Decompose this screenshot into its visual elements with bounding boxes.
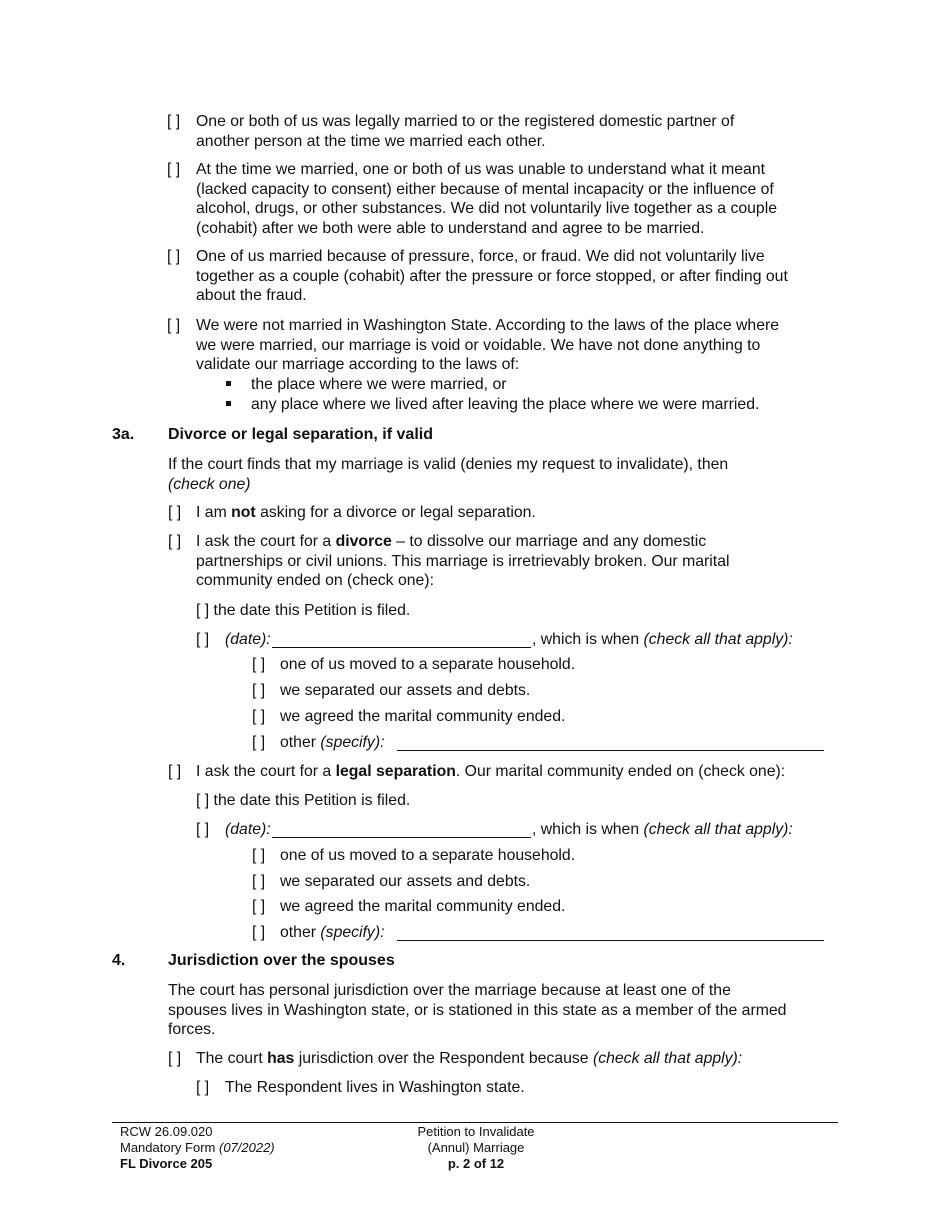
reason-separated-assets: we separated our assets and debts.: [280, 682, 531, 699]
bullet-icon: [226, 381, 231, 386]
checkbox-legal-separation[interactable]: [ ]: [168, 763, 182, 780]
checkbox-other[interactable]: [ ]: [252, 924, 266, 941]
reason-legally-married: One or both of us was legally married to or the registered domestic partner of another person at the time we married each other.: [196, 113, 735, 150]
footer-center: [376, 1124, 576, 1172]
reason-agreed-ended: we agreed the marital community ended.: [280, 898, 566, 915]
checkbox-legally-married[interactable]: [ ]: [167, 113, 181, 130]
checkbox-agreed-ended[interactable]: [ ]: [252, 708, 266, 725]
checkbox-respondent-lives[interactable]: [ ]: [196, 1079, 210, 1096]
date-input-line[interactable]: [272, 647, 531, 648]
checkbox-not-asking[interactable]: [ ]: [168, 504, 182, 521]
checkbox-has-jurisdiction[interactable]: [ ]: [168, 1050, 182, 1067]
reason-moved: one of us moved to a separate household.: [280, 656, 576, 673]
checkbox-separated-assets[interactable]: [ ]: [252, 873, 266, 890]
section-title: Jurisdiction over the spouses: [168, 952, 395, 969]
checkbox-date[interactable]: [ ]: [196, 821, 210, 838]
reason-other: other (specify):: [280, 924, 385, 941]
footer-title: Petition to Invalidate: [417, 1124, 535, 1139]
reason-lacked-capacity: At the time we married, one or both of us was unable to understand what it meant (lacked capacity to consent) either because of mental incapacity or the influence of alcohol, drugs, or other substances. We did not voluntarily live together as a couple (cohabit) after we both were able to understand and agree to be married.: [196, 161, 778, 238]
checkbox-date[interactable]: [ ]: [196, 631, 210, 648]
bullet-icon: [226, 401, 231, 406]
checkbox-pressure-fraud[interactable]: [ ]: [167, 248, 181, 265]
reason-other: other (specify):: [280, 734, 385, 751]
option-has-jurisdiction: The court has jurisdiction over the Respondent because (check all that apply):: [196, 1050, 743, 1067]
option-not-asking: I am not asking for a divorce or legal separation.: [196, 504, 536, 521]
bullet-item: any place where we lived after leaving the place where we were married.: [251, 396, 760, 413]
which-when-text: , which is when (check all that apply):: [532, 631, 793, 648]
jurisdiction-body: The court has personal jurisdiction over the marriage because at least one of the spouses lives in Washington state, or is stationed in this state as a member of the armed forces.: [168, 982, 787, 1039]
reason-not-married-in-wa: We were not married in Washington State. According to the laws of the place where we were married, our marriage is void or voidable. We have not done anything to validate our marriage according to the laws of:: [196, 317, 780, 374]
which-when-text: , which is when (check all that apply):: [532, 821, 793, 838]
other-specify-line[interactable]: [397, 750, 824, 751]
section-intro: If the court finds that my marriage is valid (denies my request to invalidate), then (check one): [168, 456, 729, 493]
option-respondent-lives: The Respondent lives in Washington state.: [225, 1079, 525, 1096]
option-legal-separation: I ask the court for a legal separation. Our marital community ended on (check one):: [196, 763, 786, 780]
footer-left: [120, 1124, 275, 1172]
option-date-filed[interactable]: [ ] the date this Petition is filed.: [196, 792, 411, 809]
reason-pressure-fraud: One of us married because of pressure, force, or fraud. We did not voluntarily live together as a couple (cohabit) after the pressure or force stopped, or after finding out about the fraud.: [196, 248, 788, 305]
reason-moved: one of us moved to a separate household.: [280, 847, 576, 864]
footer-rcw: RCW 26.09.020: [120, 1124, 213, 1139]
bullet-item: the place where we were married, or: [251, 376, 507, 393]
date-label: (date):: [225, 821, 271, 838]
reason-agreed-ended: we agreed the marital community ended.: [280, 708, 566, 725]
checkbox-other[interactable]: [ ]: [252, 734, 266, 751]
other-specify-line[interactable]: [397, 940, 824, 941]
checkbox-not-married-in-wa[interactable]: [ ]: [167, 317, 181, 334]
section-number: 3a.: [112, 426, 135, 443]
checkbox-agreed-ended[interactable]: [ ]: [252, 898, 266, 915]
footer-mandatory: Mandatory Form (07/2022): [120, 1140, 275, 1155]
checkbox-lacked-capacity[interactable]: [ ]: [167, 161, 181, 178]
checkbox-divorce[interactable]: [ ]: [168, 533, 182, 550]
reason-separated-assets: we separated our assets and debts.: [280, 873, 531, 890]
footer-divider: [112, 1122, 838, 1123]
footer-form-id: FL Divorce 205: [120, 1156, 213, 1171]
section-title: Divorce or legal separation, if valid: [168, 426, 433, 443]
checkbox-moved[interactable]: [ ]: [252, 847, 266, 864]
footer-page-number: p. 2 of 12: [447, 1156, 505, 1171]
checkbox-moved[interactable]: [ ]: [252, 656, 266, 673]
date-label: (date):: [225, 631, 271, 648]
option-date-filed[interactable]: [ ] the date this Petition is filed.: [196, 602, 411, 619]
option-divorce: I ask the court for a divorce – to dissolve our marriage and any domestic partnerships or civil unions. This marriage is irretrievably broken. Our marital community ended on (check one):: [196, 533, 730, 590]
section-number: 4.: [112, 952, 126, 969]
footer-subtitle: (Annul) Marriage: [427, 1140, 525, 1155]
date-input-line[interactable]: [272, 837, 531, 838]
checkbox-separated-assets[interactable]: [ ]: [252, 682, 266, 699]
